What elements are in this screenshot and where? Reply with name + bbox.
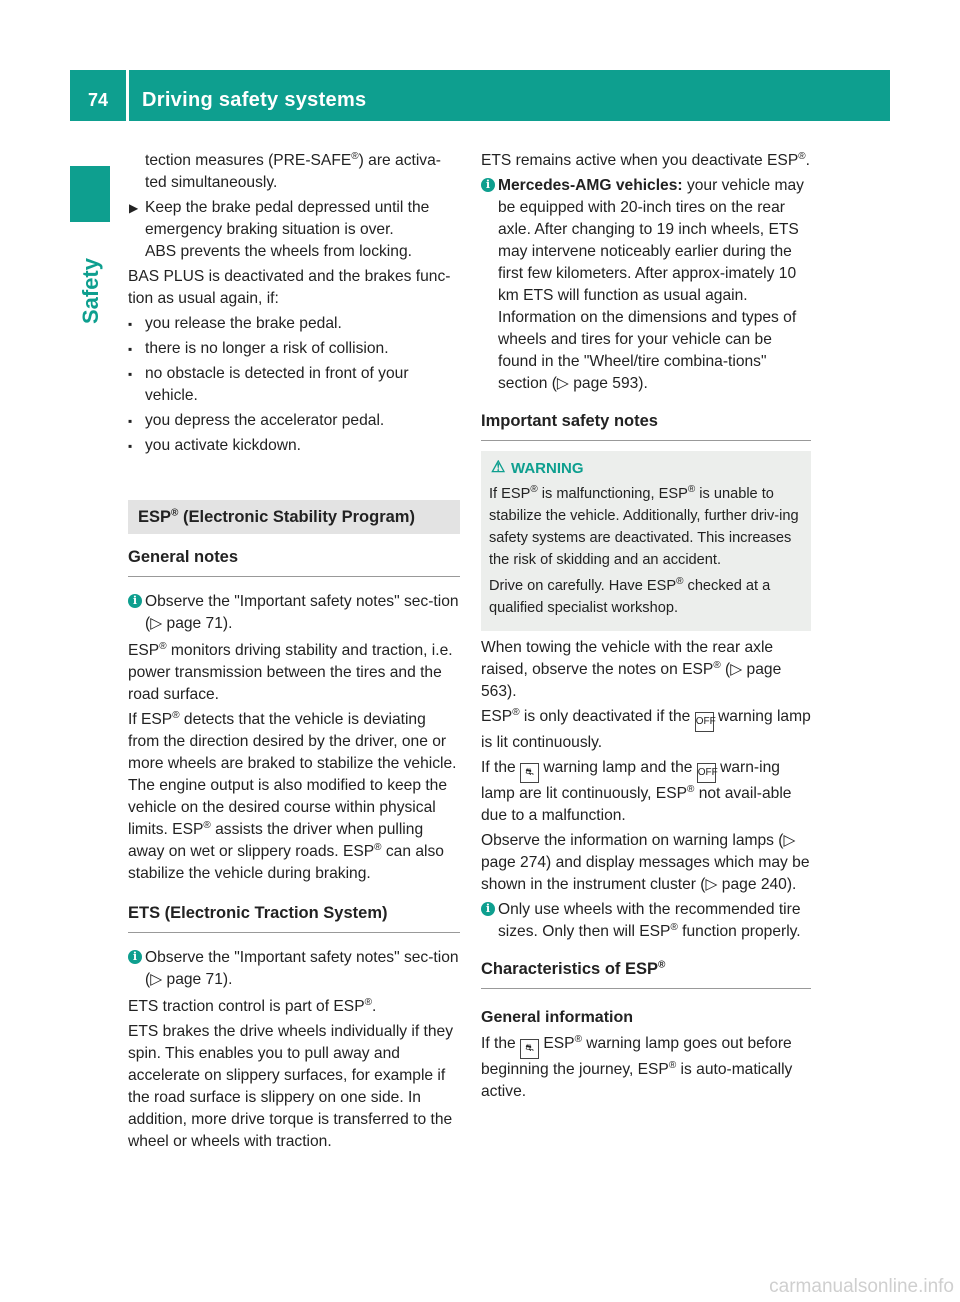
arrow-icon: ▶: [129, 201, 139, 215]
bullet-icon: ▪: [128, 317, 133, 331]
ets-heading: ETS (Electronic Traction System): [128, 902, 460, 933]
paragraph: Observe the information on warning lamps (▷ page 274) and display messages which may be shown in the instrument cluster (▷ page 240).: [481, 832, 810, 893]
list-item: ▪ you release the brake pedal.: [128, 313, 460, 335]
info-icon: i: [481, 178, 495, 192]
general-notes-heading: General notes: [128, 546, 460, 577]
info-icon: i: [128, 950, 142, 964]
paragraph: BAS PLUS is deactivated and the brakes func-tion as usual again, if:: [128, 268, 451, 307]
general-information-heading: General information: [481, 1009, 634, 1026]
page-number: 74: [87, 90, 109, 110]
side-label: Safety: [78, 258, 103, 325]
paragraph: If the ⛐ ESP® warning lamp goes out before beginning the journey, ESP® is auto-matically active.: [481, 1033, 793, 1100]
bullet-icon: ▪: [128, 342, 133, 356]
paragraph: tection measures (PRE-SAFE®) are activa-ted simultaneously.: [145, 150, 441, 191]
list-item: ▪ there is no longer a risk of collision.: [128, 338, 460, 360]
list-item: ▪ you depress the accelerator pedal.: [128, 410, 460, 432]
bullet-icon: ▪: [128, 439, 133, 453]
warning-icon: ⚠: [491, 459, 506, 476]
paragraph: ESP® monitors driving stability and traction, i.e. power transmission between the tires and the road surface.: [128, 640, 453, 703]
bullet-icon: ▪: [128, 414, 133, 428]
paragraph: When towing the vehicle with the rear axle raised, observe the notes on ESP® (▷ page 563).: [481, 639, 782, 700]
list-item: ▪ no obstacle is detected in front of your vehicle.: [128, 365, 409, 404]
warning-title: ⚠ WARNING: [491, 459, 584, 477]
info-note: i Only use wheels with the recommended tire sizes. Only then will ESP® function properly.: [481, 899, 811, 943]
info-note: i Observe the "Important safety notes" sec-tion (▷ page 71).: [128, 591, 460, 635]
warning-box: [481, 451, 811, 631]
left-column: [128, 150, 460, 1156]
paragraph: ETS brakes the drive wheels individually if they spin. This enables you to pull away and accelerate on slippery surfaces, for example if the road surface is slippery on one side. In addition, more drive torque is transferred to the wheel or wheels with traction.: [128, 1023, 454, 1150]
paragraph: ETS traction control is part of ESP®.: [128, 996, 377, 1015]
warning-text: If ESP® is malfunctioning, ESP® is unable to stabilize the vehicle. Additionally, further driv-ing safety systems are deactivated. This increases the risk of skidding and an accident.: [489, 484, 799, 568]
esp-off-lamp-icon: OFF: [695, 712, 714, 732]
paragraph: ETS remains active when you deactivate ESP®.: [481, 150, 810, 169]
info-icon: i: [481, 902, 495, 916]
list-item: ▪ you activate kickdown.: [128, 435, 460, 457]
bullet-icon: ▪: [128, 367, 133, 381]
instruction-step: ▶ Keep the brake pedal depressed until the emergency braking situation is over. ABS prevents the wheels from locking.: [129, 199, 430, 260]
safety-notes-heading: Important safety notes: [481, 410, 811, 441]
esp-lamp-icon: ⛐: [520, 763, 539, 783]
info-note: i Mercedes-AMG vehicles: your vehicle may be equipped with 20-inch tires on the rear axle. After changing to 19 inch wheels, ETS may intervene noticeably earlier during the first few kilometers. After approx-imately 10 km ETS will function as usual again. Information on the dimensions and types of wheels and tires for your vehicle can be found in the "Wheel/tire combina-tions" section (▷ page 593).: [481, 175, 811, 395]
info-icon: i: [128, 594, 142, 608]
right-column: [481, 150, 811, 1106]
info-note: i Observe the "Important safety notes" sec-tion (▷ page 71).: [128, 947, 460, 991]
warning-text: Drive on carefully. Have ESP® checked at a qualified specialist workshop.: [489, 576, 771, 616]
section-title: Driving safety systems: [142, 89, 367, 111]
esp-lamp-icon: ⛐: [520, 1039, 539, 1059]
side-tab: [70, 166, 110, 222]
page-header: [70, 70, 890, 121]
watermark: carmanualsonline.info: [769, 1276, 954, 1297]
paragraph: ESP® is only deactivated if the OFF warning lamp is lit continuously.: [481, 706, 811, 751]
characteristics-heading: Characteristics of ESP®: [481, 958, 811, 989]
paragraph: If ESP® detects that the vehicle is deviating from the direction desired by the driver, one or more wheels are braked to stabilize the vehicle. The engine output is also modified to keep the vehicle on the desired course within physical limits. ESP® assists the driver when pulling away on wet or slippery roads. ESP® can also stabilize the vehicle during braking.: [128, 709, 457, 882]
header-separator: [126, 70, 129, 121]
esp-section-heading: ESP® (Electronic Stability Program): [128, 500, 460, 534]
paragraph: If the ⛐ warning lamp and the OFF warn-ing lamp are lit continuously, ESP® not avail-able due to a malfunction.: [481, 759, 792, 824]
esp-off-lamp-icon: OFF: [697, 763, 716, 783]
